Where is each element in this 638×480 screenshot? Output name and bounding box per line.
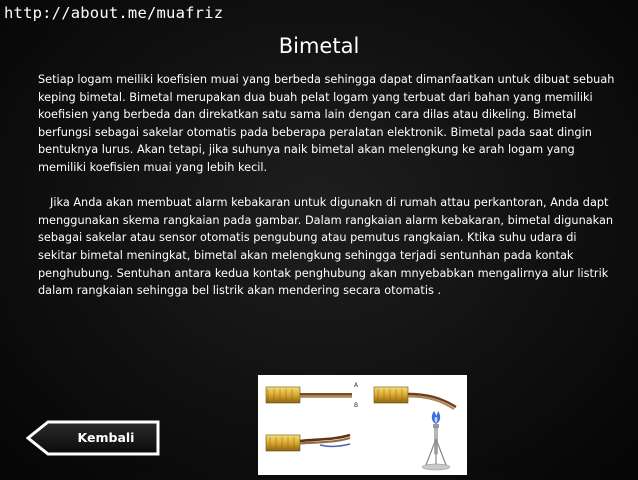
bimetal-diagram: [258, 375, 467, 475]
paragraph-2: Jika Anda akan membuat alarm kebakaran untuk digunakn di rumah attau perkantoran, Anda dapt menggunakan skema rangkaian pada gambar. Dalam rangkaian alarm kebakaran, bimetal digunakan sebagai sakelar atau sensor otomatis pengubung atau pemutus rangkaian. Ktika suhu udara di sekitar bimetal meningkat, bimetal akan melengkung sehingga terjadi sentunhan pada kontak penghubung. Sentuhan antara kedua kontak penghubung akan mnyebabkan mengalirnya alur listrik dalam rangkaian sehingga bel listrik akan mendering secara otomatis .: [38, 196, 614, 298]
hot-bimetal-strip: [374, 387, 456, 409]
paragraph-1: Setiap logam meiliki koefisien muai yang berbeda sehingga dapat dimanfaatkan untuk dibuat sebuah keping bimetal. Bimetal merupakan dua buah pelat logam yang terbuat dari bahan yang memiliki koefisien yang berbeda dan direkatkan satu sama lain dengan cara dilas atau dikeling. Bimetal berfungsi sebagai sakelar otomatis pada beberapa peralatan elektronik. Bimetal pada saat dingin bentuknya lurus. Akan tetapi, jika suhunya naik bimetal akan melengkung ke arah logam yang memiliki koefisien muai yang lebih kecil.: [38, 73, 615, 174]
header-url: http://about.me/muafriz: [4, 4, 224, 22]
body-text: [38, 71, 616, 300]
bimetal-strip-lower: [266, 435, 350, 451]
cold-bimetal-strip: [266, 387, 352, 403]
label-b: B: [354, 402, 359, 409]
bimetal-diagram-svg: [258, 375, 467, 475]
burner-icon: [422, 411, 450, 470]
label-a: A: [354, 382, 359, 389]
page-title: Bimetal: [278, 34, 360, 58]
back-button[interactable]: [26, 420, 160, 456]
back-button-label: Kembali: [77, 430, 135, 445]
